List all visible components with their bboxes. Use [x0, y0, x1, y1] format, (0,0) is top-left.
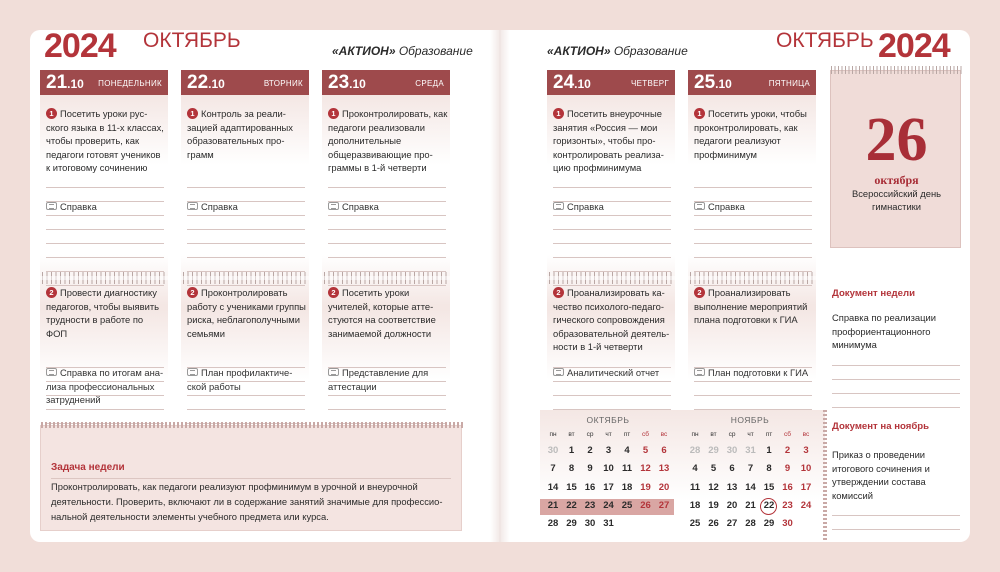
left-month: ОКТЯБРЬ	[143, 30, 241, 52]
calendar-day: 5	[642, 445, 649, 456]
task-number-badge: 2	[328, 287, 339, 298]
document-icon	[187, 368, 198, 376]
calendar-month: НОЯБРЬ	[730, 415, 770, 425]
doc-1-text: Справка	[60, 201, 97, 212]
calendar-day: 3	[803, 445, 809, 456]
calendar-day: 8	[766, 463, 772, 475]
task-2-text: Посетить уроки учителей, которые аттестуются на соответствие занимаемой должности	[328, 287, 436, 339]
day-column-25	[688, 70, 816, 450]
document-icon	[694, 202, 705, 210]
doc-2-text: Представление для аттестации	[328, 367, 429, 392]
calendar-day: 8	[568, 463, 575, 475]
day-month-suffix: .10	[574, 77, 591, 91]
calendar-day: 22	[566, 499, 577, 511]
day-month-suffix: .10	[715, 77, 732, 91]
spiral-binding	[688, 272, 816, 284]
calendar-day: 30	[547, 445, 559, 456]
calendar-divider	[823, 410, 827, 540]
task-number-badge: 2	[187, 287, 198, 298]
calendar-month: ОКТЯБРЬ	[586, 415, 630, 425]
calendar-day: 22	[763, 499, 775, 511]
doc-1-text: Справка	[567, 201, 604, 212]
featured-date-holiday: Всероссийский день гимнастики	[851, 188, 942, 212]
calendar-day: 11	[689, 481, 701, 493]
document-icon	[694, 368, 705, 376]
weekday-label: пн	[691, 431, 699, 438]
weekday-label: вс	[802, 431, 810, 438]
day-number	[46, 72, 84, 94]
calendar-day: 6	[661, 445, 667, 456]
calendar-day: 20	[658, 481, 670, 493]
doc-2	[553, 366, 673, 380]
day-weekday: СРЕДА	[415, 79, 444, 88]
document-icon	[328, 202, 339, 210]
calendar-day: 7	[550, 463, 556, 475]
calendar-day: 3	[605, 445, 612, 456]
document-icon	[553, 202, 564, 210]
weekday-label: вс	[660, 431, 668, 438]
weekday-label: пн	[549, 431, 557, 438]
calendar-day: 17	[603, 481, 614, 493]
day-date: 21	[46, 72, 68, 93]
note-lines	[46, 174, 164, 286]
doc-1	[187, 200, 307, 214]
calendar-day: 10	[603, 463, 614, 475]
day-date: 25	[694, 72, 716, 93]
calendar-day: 15	[566, 481, 577, 493]
day-month-suffix: .10	[349, 77, 366, 91]
task-1-text: Контроль за реализацией адаптированных образовательных программ	[187, 108, 293, 160]
box-binding	[41, 422, 463, 428]
calendar-day: 31	[603, 518, 614, 530]
task-2-text: Провести диагностику педагогов, чтобы выявить трудности в работе по ФОП	[46, 287, 160, 339]
weekday-label: ср	[586, 431, 594, 438]
task-1-text: Посетить уроки, чтобы проконтролировать, как педагоги реализуют профминимум	[694, 108, 807, 160]
calendar-day: 28	[745, 518, 756, 530]
doc-week-text: Справка по реализации профориентационного минимума	[832, 312, 936, 350]
doc-month-section	[832, 421, 960, 530]
doc-2-text: План профилактической работы	[187, 367, 293, 392]
document-icon	[187, 202, 198, 210]
note-lines	[187, 174, 305, 286]
left-brand	[332, 44, 473, 58]
day-header	[40, 70, 168, 95]
calendar-day: 11	[621, 463, 633, 475]
calendar-day: 25	[621, 499, 633, 511]
day-date: 23	[328, 72, 350, 93]
planner-spread	[30, 30, 970, 542]
doc-week-title: Документ недели	[832, 288, 915, 299]
day-month-suffix: .10	[67, 77, 84, 91]
calendar-day: 26	[708, 518, 719, 530]
calendar-day: 19	[708, 499, 719, 511]
spiral-binding	[40, 272, 168, 284]
day-column-22	[181, 70, 309, 450]
day-header	[322, 70, 450, 95]
calendar-day: 31	[745, 445, 756, 456]
doc-2	[46, 366, 166, 407]
day-number	[694, 72, 732, 94]
note-lines	[328, 174, 446, 286]
task-1-text: Проконтролировать, как педагоги реализовали дополнительные общеразвивающие программы в 1-й четверти	[328, 108, 448, 173]
calendar-day: 29	[708, 445, 719, 456]
calendar-day: 5	[710, 463, 717, 475]
brand-text: Образование	[398, 44, 473, 58]
day-number	[187, 72, 225, 94]
doc-1-text: Справка	[342, 201, 379, 212]
task-number-badge: 1	[694, 108, 705, 119]
document-icon	[328, 368, 339, 376]
note-lines	[694, 174, 812, 286]
task-1	[328, 107, 448, 175]
calendar-day: 30	[782, 518, 793, 530]
task-1-text: Посетить внеурочные занятия «Россия — мои горизонты», чтобы проконтролировать реализацию профминимума	[553, 108, 664, 173]
day-weekday: ВТОРНИК	[263, 79, 303, 88]
calendar-day: 2	[587, 445, 593, 456]
day-column-21	[40, 70, 168, 450]
calendar-day: 9	[587, 463, 593, 475]
weekday-label: сб	[784, 431, 791, 438]
day-weekday: ЧЕТВЕРГ	[631, 79, 669, 88]
calendar-day: 18	[689, 499, 701, 511]
calendar-day: 4	[624, 445, 630, 456]
calendar-day: 17	[800, 481, 812, 493]
calendar-day: 4	[692, 463, 698, 475]
calendar-day: 7	[747, 463, 754, 475]
task-1	[46, 107, 166, 175]
weekday-label: чт	[747, 431, 754, 438]
calendar-day: 1	[568, 445, 575, 456]
task-2	[553, 286, 673, 354]
doc-1	[328, 200, 448, 214]
note-lines	[553, 174, 671, 286]
calendar-day: 12	[640, 463, 651, 475]
right-year: 2024	[878, 30, 950, 65]
task-2	[694, 286, 814, 327]
calendar-day: 2	[784, 445, 791, 456]
calendar-day: 18	[621, 481, 633, 493]
document-icon	[46, 202, 57, 210]
day-weekday: ПОНЕДЕЛЬНИК	[98, 79, 162, 88]
weekday-label: пт	[765, 431, 773, 438]
day-header	[181, 70, 309, 95]
doc-month-lines	[832, 502, 960, 530]
brand-logo: «АКТИОН»	[547, 44, 611, 58]
calendar-day: 24	[603, 499, 614, 511]
calendar-day: 16	[782, 481, 793, 493]
doc-2-text: План подготовки к ГИА	[708, 367, 809, 378]
day-date: 22	[187, 72, 209, 93]
calendar-day: 30	[584, 518, 596, 530]
day-month-suffix: .10	[208, 77, 225, 91]
doc-1-text: Справка	[708, 201, 745, 212]
doc-2	[328, 366, 448, 393]
calendar-day: 28	[547, 518, 559, 530]
weekday-label: сб	[642, 431, 649, 438]
mini-calendar-november	[686, 415, 814, 535]
doc-2-text: Аналитический отчет	[567, 367, 660, 378]
week-task-text: Проконтролировать, как педагоги реализуют профминимум в урочной и внеурочной деятельности. Проверить, включают ли в содержание занятий значимые для профессиональной деятельности элементы учебного предмета или курса.	[51, 478, 451, 524]
day-number	[553, 72, 591, 94]
calendar-day: 24	[800, 499, 812, 511]
calendar-day: 16	[584, 481, 596, 493]
calendar-day: 23	[782, 499, 793, 511]
calendar-day: 21	[745, 499, 756, 511]
calendar-day: 27	[726, 518, 738, 530]
task-1	[187, 107, 307, 161]
brand-text: Образование	[613, 44, 688, 58]
calendar-day: 9	[784, 463, 791, 475]
brand-logo: «АКТИОН»	[332, 44, 396, 58]
calendar-day: 14	[745, 481, 756, 493]
task-number-badge: 1	[328, 108, 339, 119]
card-rings	[831, 66, 962, 74]
mini-calendar-october	[544, 415, 672, 535]
task-number-badge: 2	[46, 287, 57, 298]
right-month: ОКТЯБРЬ	[776, 30, 874, 52]
doc-week-section	[832, 288, 960, 408]
task-1-text: Посетить уроки русского языка в 11-х классах, чтобы проверить, как педагоги готовят учеников к итоговому сочинению	[46, 108, 164, 173]
calendar-day: 28	[689, 445, 701, 456]
day-column-24	[547, 70, 675, 450]
task-2-text: Проанализировать качество психолого-педагогического сопровождения образовательной деятельности в 1-й четверти	[553, 287, 670, 352]
featured-date-card	[830, 70, 961, 248]
calendar-day: 29	[566, 518, 577, 530]
task-2-text: Проконтролировать работу с учениками группы риска, неблагополучными семьями	[187, 287, 306, 339]
calendar-day: 30	[726, 445, 738, 456]
task-1	[553, 107, 673, 175]
task-number-badge: 1	[46, 108, 57, 119]
task-2	[187, 286, 307, 340]
week-task-box	[40, 425, 462, 531]
doc-month-title: Документ на ноябрь	[832, 421, 930, 432]
day-column-23	[322, 70, 450, 450]
spiral-binding	[181, 272, 309, 284]
calendar-day: 20	[726, 499, 738, 511]
weekday-label: ср	[728, 431, 736, 438]
today-circle	[760, 498, 777, 515]
calendar-day: 13	[658, 463, 670, 475]
calendar-day: 12	[708, 481, 719, 493]
calendar-day: 26	[640, 499, 651, 511]
doc-2-text: Справка по итогам анализа профессиональных затруднений	[46, 367, 164, 405]
day-number	[328, 72, 366, 94]
doc-1	[553, 200, 673, 214]
task-2	[46, 286, 166, 340]
doc-1	[694, 200, 814, 214]
weekday-label: вт	[710, 431, 717, 438]
calendar-day: 14	[547, 481, 559, 493]
day-date: 24	[553, 72, 575, 93]
right-brand	[547, 44, 688, 58]
calendar-day: 6	[729, 463, 735, 475]
page-gutter	[490, 30, 510, 542]
calendar-day: 21	[547, 499, 559, 511]
day-header	[547, 70, 675, 95]
task-2	[328, 286, 448, 340]
doc-month-text: Приказ о проведении итогового сочинения и утверждении состава комиссий	[832, 449, 930, 501]
left-year: 2024	[44, 30, 116, 65]
doc-1-text: Справка	[201, 201, 238, 212]
task-number-badge: 2	[553, 287, 564, 298]
calendar-day: 29	[763, 518, 775, 530]
task-number-badge: 1	[553, 108, 564, 119]
calendar-day: 27	[658, 499, 670, 511]
featured-date-month: октября	[874, 173, 919, 187]
calendar-day: 19	[640, 481, 651, 493]
calendar-day: 10	[800, 463, 812, 475]
weekday-label: чт	[605, 431, 612, 438]
day-weekday: ПЯТНИЦА	[768, 79, 810, 88]
doc-1	[46, 200, 166, 214]
calendar-day: 1	[766, 445, 772, 456]
week-task-title: Задача недели	[51, 462, 125, 473]
weekday-label: пт	[623, 431, 631, 438]
calendar-day: 23	[584, 499, 596, 511]
task-2-text: Проанализировать выполнение мероприятий плана подготовки к ГИА	[694, 287, 808, 325]
document-icon	[46, 368, 57, 376]
doc-2	[187, 366, 307, 393]
document-icon	[553, 368, 564, 376]
spiral-binding	[547, 272, 675, 284]
calendar-day: 15	[763, 481, 775, 493]
doc-week-lines	[832, 352, 960, 408]
task-1	[694, 107, 814, 161]
calendar-day: 13	[726, 481, 738, 493]
spiral-binding	[322, 272, 450, 284]
task-number-badge: 1	[187, 108, 198, 119]
doc-2	[694, 366, 814, 380]
calendar-day: 25	[689, 518, 701, 530]
featured-date-number: 26	[865, 106, 928, 174]
day-header	[688, 70, 816, 95]
task-number-badge: 2	[694, 287, 705, 298]
weekday-label: вт	[568, 431, 575, 438]
